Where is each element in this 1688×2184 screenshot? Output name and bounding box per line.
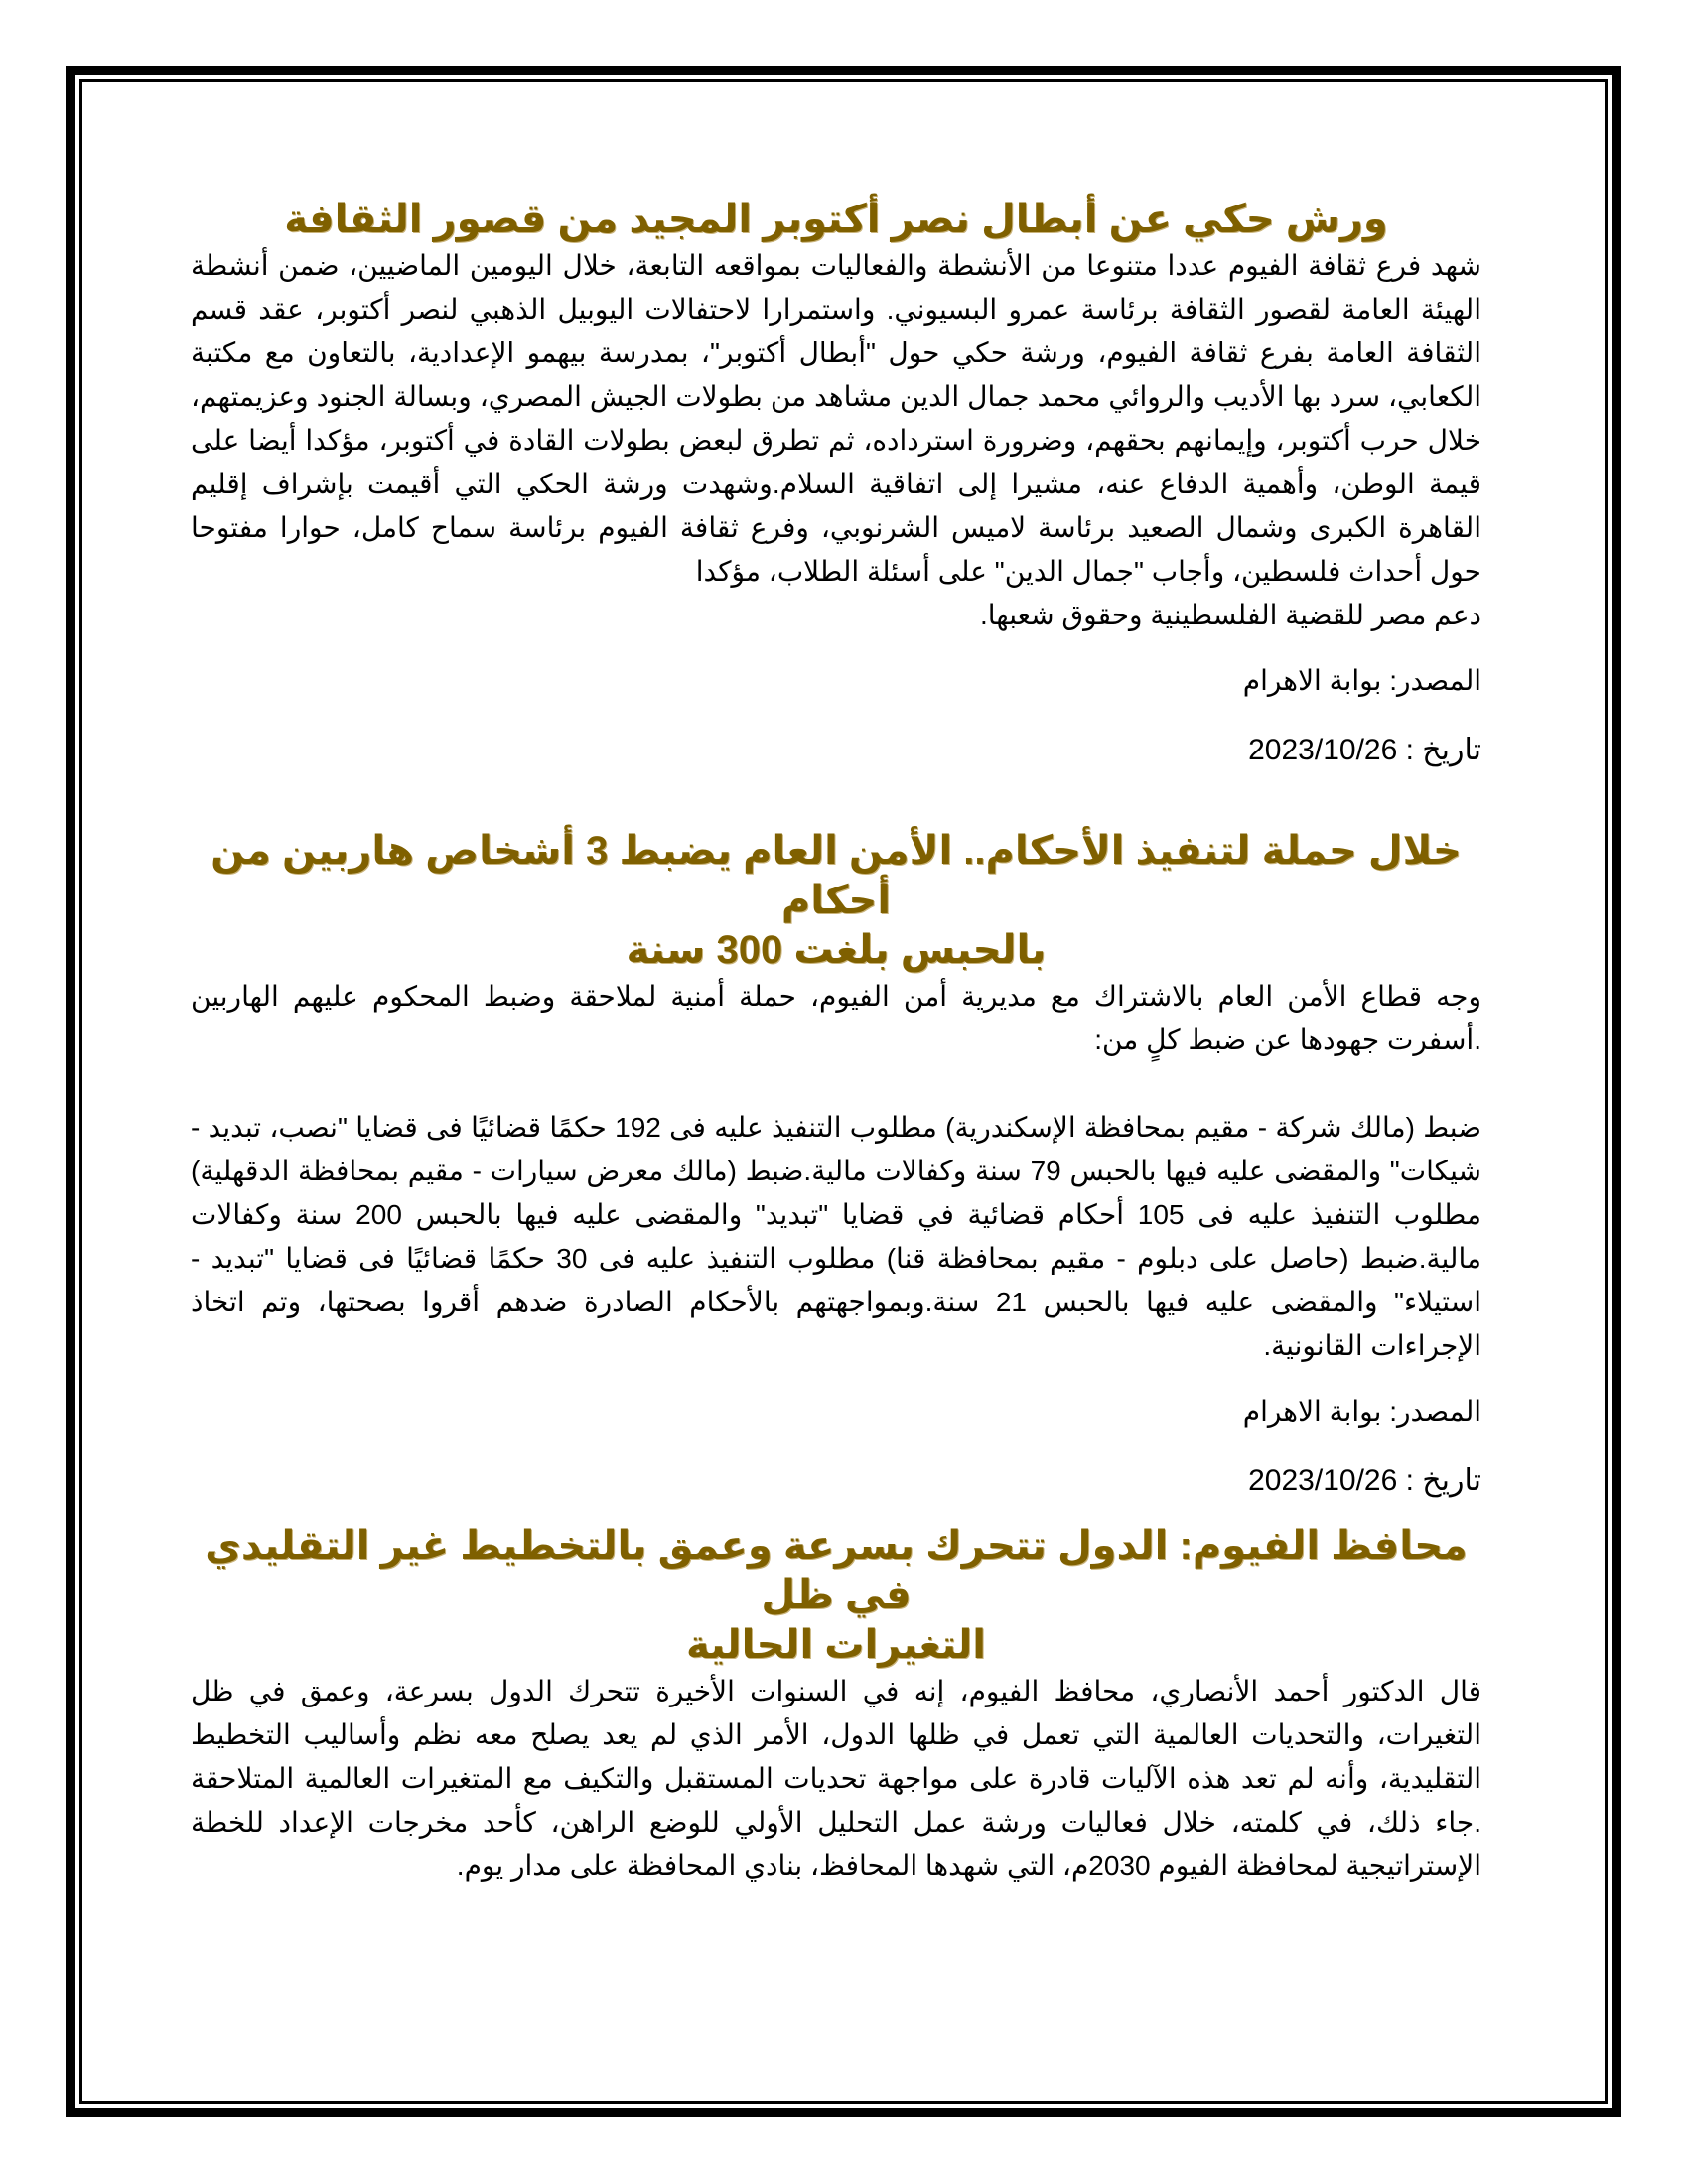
article-3-title-line-2: التغيرات الحالية	[685, 1623, 987, 1667]
document-page	[191, 0, 1481, 1888]
source-separator: :	[1381, 665, 1397, 696]
article-1-body-text: شهد فرع ثقافة الفيوم عددا متنوعا من الأنشطة والفعاليات بمواقعه التابعة، خلال اليومين الماضيين، ضمن أنشطة الهيئة العامة لقصور الثقافة برئاسة عمرو البسيوني. واستمرارا لاحتفالات اليوبيل الذهبي لنصر أكتوبر، عقد قسم الثقافة العامة بفرع ثقافة الفيوم، ورشة حكي حول "أبطال أكتوبر"، بمدرسة بيهمو الإعدادية، بالتعاون مع مكتبة الكعابي، سرد بها الأديب والروائي محمد جمال الدين مشاهد من بطولات الجيش المصري، وبسالة الجنود وعزيمتهم، خلال حرب أكتوبر، وإيمانهم بحقهم، وضرورة استرداده، ثم تطرق لبعض بطولات القادة في أكتوبر، مؤكدا أيضا على قيمة الوطن، وأهمية الدفاع عنه، مشيرا إلى اتفاقية السلام.وشهدت ورشة الحكي التي أقيمت بإشراف إقليم القاهرة الكبرى وشمال الصعيد برئاسة لاميس الشرنوبي، وفرع ثقافة الفيوم برئاسة سماح كامل، حوارا مفتوحا حول أحداث فلسطين، وأجاب "جمال الدين" على أسئلة الطلاب، مؤكدا	[191, 250, 1481, 587]
article-2-date	[191, 1463, 1481, 1499]
article-2	[191, 826, 1481, 1499]
date-label: تاريخ	[1422, 1464, 1481, 1497]
date-label: تاريخ	[1422, 734, 1481, 766]
date-separator: :	[1397, 734, 1423, 766]
date-value: 2023/10/26	[1248, 1464, 1398, 1497]
source-separator: :	[1381, 1396, 1397, 1427]
article-2-body: ضبط (مالك شركة - مقيم بمحافظة الإسكندرية) مطلوب التنفيذ عليه فى 192 حكمًا قضائيًا فى قضايا "نصب، تبديد - شيكات" والمقضى عليه فيها بالحبس 79 سنة وكفالات مالية.ضبط (مالك معرض سيارات - مقيم بمحافظة الدقهلية) مطلوب التنفيذ عليه فى 105 أحكام قضائية في قضايا "تبديد" والمقضى عليه فيها بالحبس 200 سنة وكفالات مالية.ضبط (حاصل على دبلوم - مقيم بمحافظة قنا) مطلوب التنفيذ عليه فى 30 حكمًا قضائيًا فى قضايا "تبديد - استيلاء" والمقضى عليه فيها بالحبس 21 سنة.وبمواجهتهم بالأحكام الصادرة ضدهم أقروا بصحتها، وتم اتخاذ الإجراءات القانونية.	[191, 1112, 1482, 1361]
date-value: 2023/10/26	[1248, 734, 1398, 766]
article-3-title-line-1: محافظ الفيوم: الدول تتحرك بسرعة وعمق بالتخطيط غير التقليدي في ظل	[205, 1524, 1468, 1617]
date-separator: :	[1397, 1464, 1423, 1497]
article-1-title: ورش حكي عن أبطال نصر أكتوبر المجيد من قصور الثقافة	[284, 198, 1388, 241]
source-value: بوابة الاهرام	[1242, 665, 1382, 696]
article-1-body-end: دعم مصر للقضية الفلسطينية وحقوق شعبها.	[979, 600, 1481, 630]
article-2-source	[191, 1394, 1481, 1430]
article-1-source	[191, 663, 1481, 699]
article-3	[191, 1521, 1481, 1888]
article-2-title-line-1: خلال حملة لتنفيذ الأحكام.. الأمن العام يضبط 3 أشخاص هاربين من أحكام	[211, 829, 1462, 922]
article-1-date	[191, 733, 1481, 768]
article-1-body	[191, 244, 1481, 637]
source-label: المصدر	[1397, 665, 1481, 696]
article-3-body: قال الدكتور أحمد الأنصاري، محافظ الفيوم، إنه في السنوات الأخيرة تتحرك الدول بسرعة، وعمق في ظل التغيرات، والتحديات العالمية التي تعمل في ظلها الدول، الأمر الذي لم يعد يصلح معه نظم وأساليب التخطيط التقليدية، وأنه لم تعد هذه الآليات قادرة على مواجهة تحديات المستقبل والتكيف مع المتغيرات العالمية المتلاحقة .جاء ذلك، في كلمته، خلال فعاليات ورشة عمل التحليل الأولي للوضع الراهن، كأحد مخرجات الإعداد للخطة الإستراتيجية لمحافظة الفيوم 2030م، التي شهدها المحافظ، بنادي المحافظة على مدار يوم.	[191, 1676, 1481, 1881]
article-2-title-line-2: بالحبس بلغت 300 سنة	[626, 928, 1047, 972]
source-label: المصدر	[1397, 1396, 1481, 1427]
article-2-intro: وجه قطاع الأمن العام بالاشتراك مع مديرية أمن الفيوم، حملة أمنية لملاحقة وضبط المحكوم عليهم الهاربين .أسفرت جهودها عن ضبط كلٍ من:	[191, 981, 1481, 1055]
source-value: بوابة الاهرام	[1242, 1396, 1382, 1427]
article-1	[191, 195, 1481, 768]
